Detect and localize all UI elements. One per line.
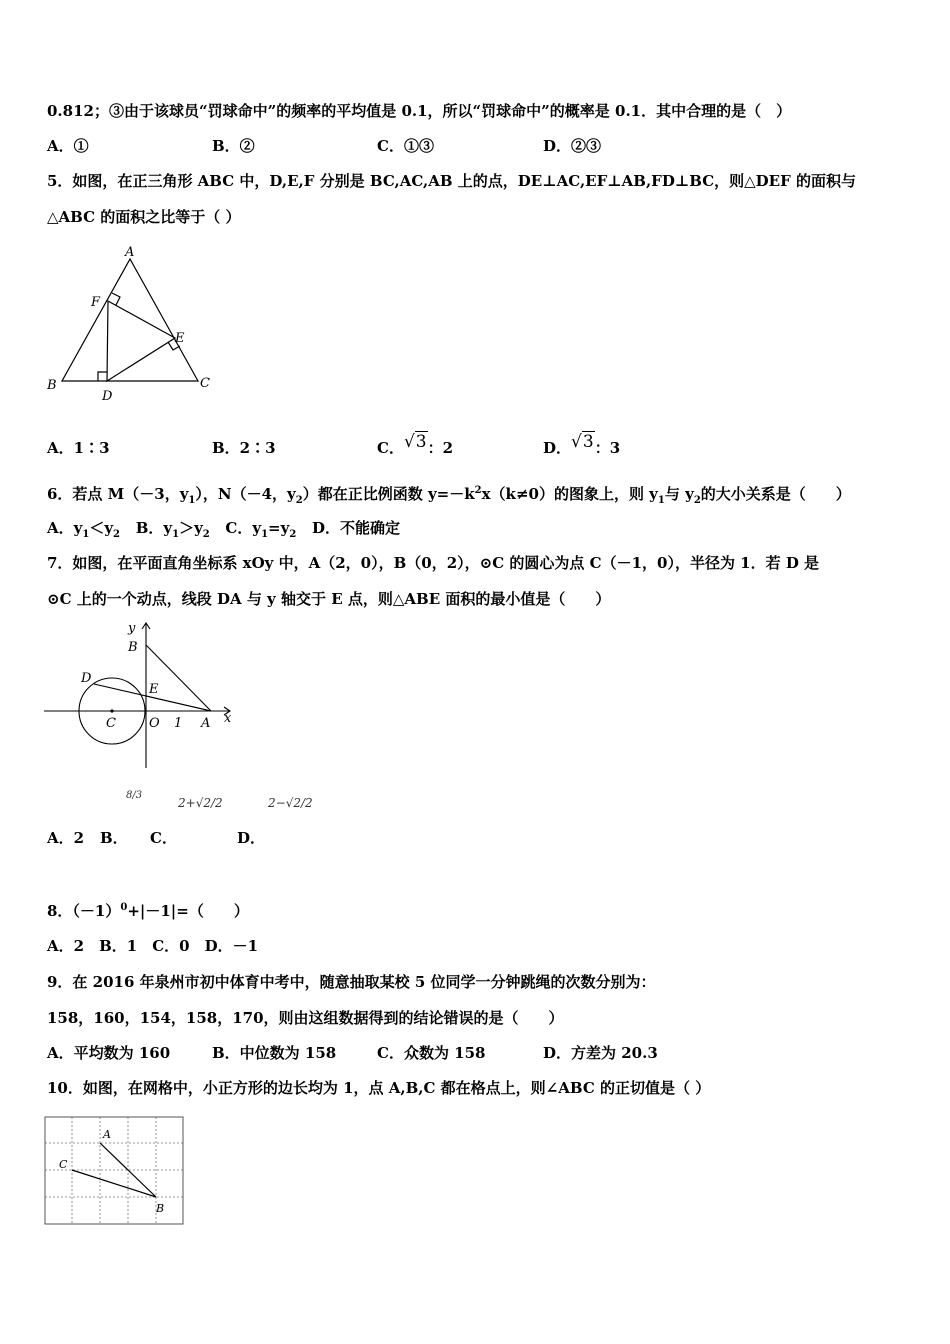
q5-line1: 5．如图，在正三角形 ABC 中，D,E,F 分别是 BC,AC,AB 上的点，DE⊥AC,EF⊥AB,FD⊥BC，则△DEF 的面积与 xyxy=(47,172,856,190)
q7-choice-c-image: 2+√2/2 xyxy=(178,796,223,810)
q8-text xyxy=(47,901,249,921)
q6-opt-c-sub2: 2 xyxy=(289,529,297,540)
q5-option-c-suffix: ：2 xyxy=(427,439,454,457)
q6-sup: 2 xyxy=(474,485,482,496)
q7-label-a: A xyxy=(201,716,211,731)
q8-options: A．2 B．1 C．0 D．－1 xyxy=(47,937,259,955)
q6-opt-a-2: ＜y xyxy=(89,519,114,537)
q4-option-c: C．①③ xyxy=(377,137,434,155)
q5-triangle-abc xyxy=(62,259,198,381)
q7-line2: ⊙C 上的一个动点，线段 DA 与 y 轴交于 E 点，则△ABE 面积的最小值是（ ） xyxy=(47,590,611,608)
q10-grid-figure xyxy=(44,1116,186,1228)
q7-choice-d-image: 2−√2/2 xyxy=(268,796,313,810)
q4-tail-text: 0.812；③由于该球员“罚球命中”的频率的平均值是 0.1，所以“罚球命中”的概率是 0.1．其中合理的是（ ） xyxy=(47,102,792,120)
q5-triangle-def xyxy=(107,301,175,381)
q7-label-o: O xyxy=(149,716,160,731)
q5-triangle-figure xyxy=(40,245,230,410)
q6-opt-b-1: B．y xyxy=(135,519,173,537)
q7-choice-b-image: 8/3 xyxy=(126,790,143,801)
q9-line1: 9．在 2016 年泉州市初中体育中考中，随意抽取某校 5 位同学一分钟跳绳的次数分别为： xyxy=(47,973,656,991)
q6-options xyxy=(47,518,400,538)
q5-option-d xyxy=(543,432,621,458)
q6-opt-c-1: C．y xyxy=(225,519,262,537)
q8-sup: 0 xyxy=(120,902,128,913)
q7-option-c: C． xyxy=(150,829,177,847)
q4-option-b: B．② xyxy=(212,137,255,155)
q9-option-d: D．方差为 20.3 xyxy=(543,1044,658,1062)
q5-label-d: D xyxy=(102,389,113,404)
q5-label-c: C xyxy=(200,376,210,391)
sqrt3-d: √3 xyxy=(571,432,594,452)
q7-label-e: E xyxy=(149,682,159,697)
q6-opt-b-sub1: 1 xyxy=(172,529,180,540)
q7-label-d: D xyxy=(81,671,92,686)
q4-option-d: D．②③ xyxy=(543,137,602,155)
q8-seg2: +|－1|=（ ） xyxy=(127,902,249,920)
q10-segment-cb xyxy=(72,1170,156,1197)
q5-option-b: B．2∶3 xyxy=(212,439,276,457)
q7-label-1: 1 xyxy=(174,716,183,731)
q6-seg4: x（k≠0）的图象上，则 y xyxy=(481,485,658,503)
q5-label-b: B xyxy=(47,378,57,393)
q10-label-a: A xyxy=(103,1128,111,1141)
q7-option-b: B． xyxy=(100,829,128,847)
q7-coordinate-figure xyxy=(44,620,244,770)
q10-label-b: B xyxy=(156,1202,165,1215)
q7-option-d: D． xyxy=(237,829,266,847)
q6-opt-b-2: ＞y xyxy=(179,519,203,537)
q9-option-b: B．中位数为 158 xyxy=(212,1044,337,1062)
q6-text xyxy=(47,484,851,504)
q5-option-d-radicand: 3 xyxy=(582,432,594,452)
q9-option-a: A．平均数为 160 xyxy=(47,1044,171,1062)
q5-option-c xyxy=(377,432,454,458)
q6-opt-c-2: =y xyxy=(268,519,290,537)
q6-seg2: ），N（－4，y xyxy=(195,485,296,503)
q6-seg6: 的大小关系是（ ） xyxy=(700,485,851,503)
q7-label-b: B xyxy=(128,640,138,655)
q6-opt-d: D．不能确定 xyxy=(311,519,400,537)
q10-text: 10．如图，在网格中，小正方形的边长均为 1，点 A,B,C 都在格点上，则∠ABC 的正切值是（ ） xyxy=(47,1079,711,1097)
q6-opt-b-sub2: 2 xyxy=(202,529,210,540)
q7-segment-ba xyxy=(146,645,211,711)
q7-label-c: C xyxy=(106,716,116,731)
q9-option-c: C．众数为 158 xyxy=(377,1044,486,1062)
q6-opt-a-sub2: 2 xyxy=(113,529,121,540)
q5-line2: △ABC 的面积之比等于（ ） xyxy=(47,208,241,226)
sqrt3-c: √3 xyxy=(403,432,427,452)
q6-opt-a-1: A．y xyxy=(47,519,83,537)
q6-sub1: 1 xyxy=(188,495,196,506)
q6-sub2: 2 xyxy=(295,495,303,506)
q5-option-a: A．1∶3 xyxy=(47,439,110,457)
q6-opt-c-sub1: 1 xyxy=(261,529,269,540)
q6-opt-a-sub1: 1 xyxy=(82,529,90,540)
q5-label-f: F xyxy=(91,295,101,310)
q5-label-e: E xyxy=(175,331,185,346)
q10-segment-ab xyxy=(100,1143,156,1197)
q6-sub3: 1 xyxy=(657,495,665,506)
q6-seg5: 与 y xyxy=(664,485,694,503)
q5-option-d-suffix: ：3 xyxy=(594,439,621,457)
q7-line1: 7．如图，在平面直角坐标系 xOy 中，A（2，0），B（0，2），⊙C 的圆心为点 C（－1，0），半径为 1．若 D 是 xyxy=(47,554,820,572)
q7-segment-ea xyxy=(146,696,211,711)
q9-line2: 158，160，154，158，170，则由这组数据得到的结论错误的是（ ） xyxy=(47,1009,564,1027)
q5-option-d-prefix: D． xyxy=(543,439,572,457)
q6-seg3: ）都在正比例函数 y=－k xyxy=(302,485,475,503)
q5-option-c-prefix: C． xyxy=(377,439,404,457)
q7-label-y: y xyxy=(128,621,136,636)
q7-label-x: x xyxy=(224,711,232,726)
q7-center-dot xyxy=(110,709,113,712)
q6-sub4: 2 xyxy=(693,495,701,506)
q5-label-a: A xyxy=(125,245,135,260)
q8-seg1: 8．（－1） xyxy=(47,902,121,920)
q6-seg1: 6．若点 M（－3，y xyxy=(47,485,189,503)
q7-option-a: A．2 xyxy=(47,829,85,847)
q5-option-c-radicand: 3 xyxy=(415,432,427,452)
q4-option-a: A．① xyxy=(47,137,89,155)
q10-label-c: C xyxy=(59,1158,68,1171)
q5-right-angle-d xyxy=(98,372,107,381)
